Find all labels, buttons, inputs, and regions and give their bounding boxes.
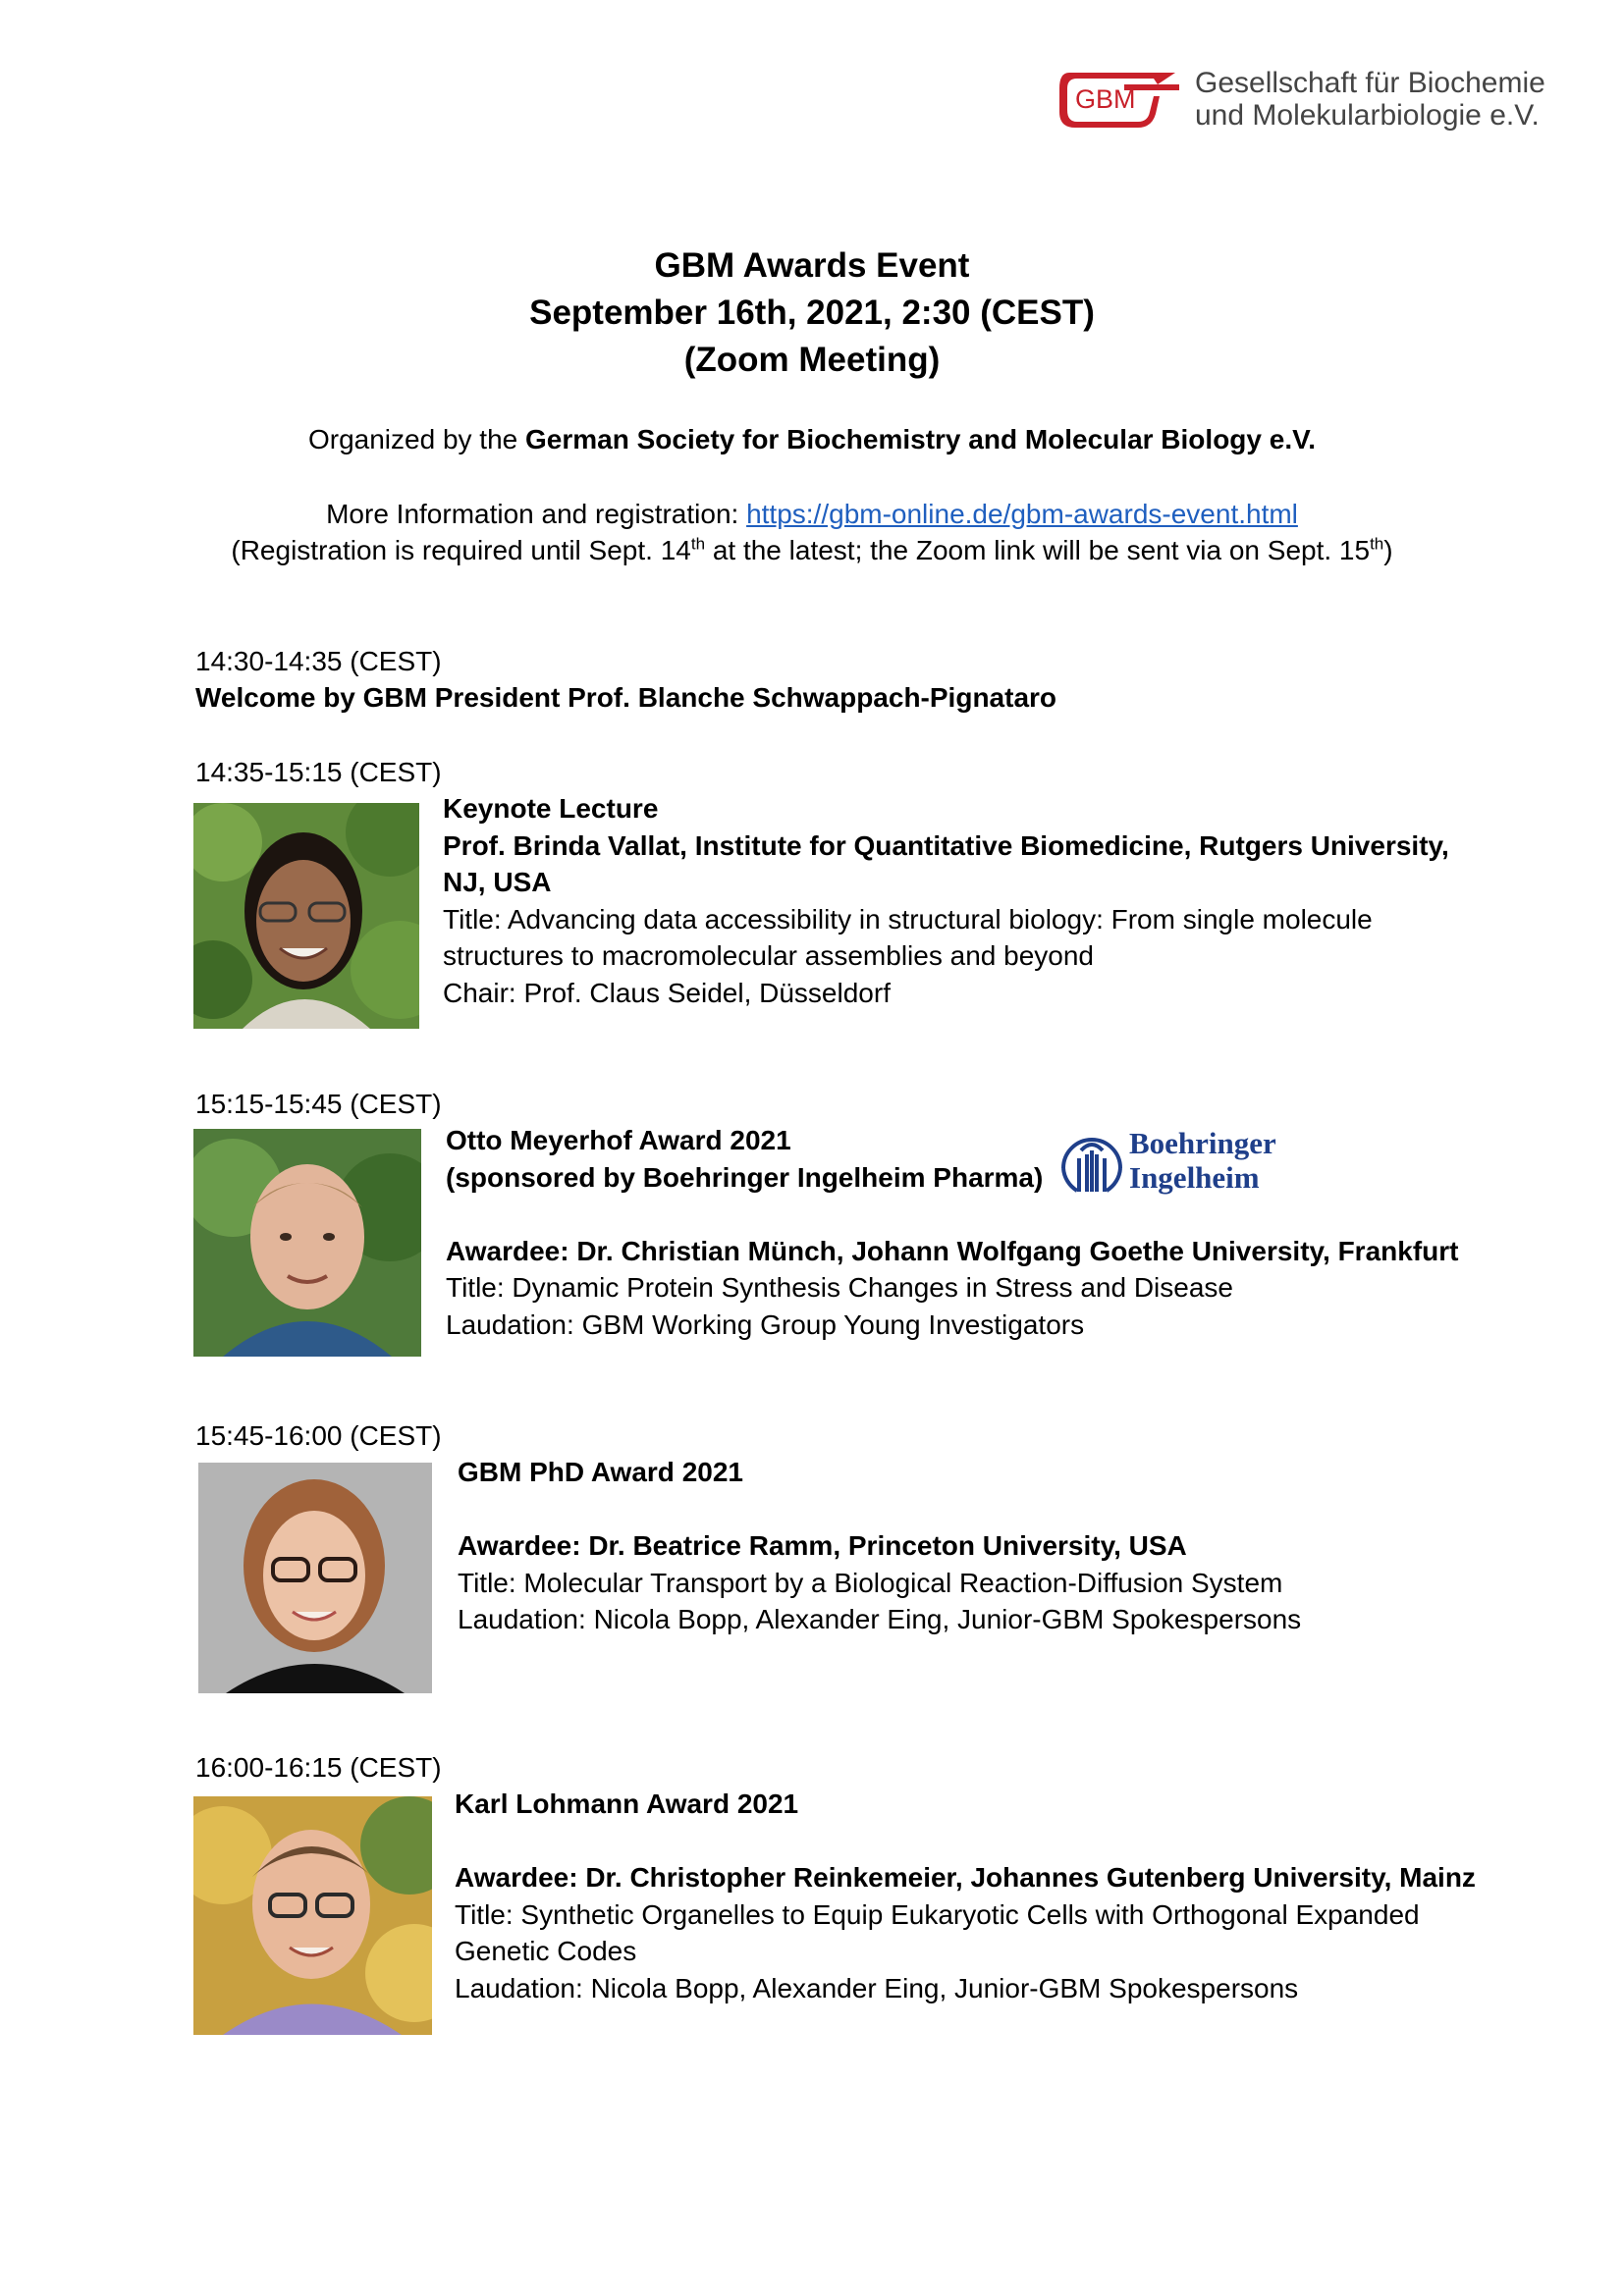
registration-note [0, 532, 1624, 569]
boehringer-wordmark [1129, 1126, 1276, 1195]
program-time-phd: 15:45-16:00 (CEST) [195, 1420, 442, 1451]
organized-by [0, 421, 1624, 458]
lohmann-title-line1: Title: Synthetic Organelles to Equip Eukaryotic Cells with Orthogonal Expanded [455, 1898, 1420, 1930]
gbm-name-line1: Gesellschaft für Biochemie [1195, 67, 1545, 99]
registration-link[interactable]: https://gbm-online.de/gbm-awards-event.html [746, 499, 1298, 529]
phd-laudation: Laudation: Nicola Bopp, Alexander Eing, Junior-GBM Spokespersons [458, 1604, 1302, 1634]
keynote-block [443, 790, 1523, 1011]
phd-heading: GBM PhD Award 2021 [458, 1457, 743, 1487]
organized-org: German Society for Biochemistry and Molecular Biology e.V. [525, 424, 1316, 454]
organized-prefix: Organized by the [307, 424, 526, 454]
boehringer-logo-mark [1057, 1129, 1126, 1198]
keynote-heading: Keynote Lecture [443, 793, 659, 824]
program-heading-welcome: Welcome by GBM President Prof. Blanche Schwappach-Pignataro [195, 682, 1057, 713]
keynote-speaker-line1: Prof. Brinda Vallat, Institute for Quantitative Biomedicine, Rutgers University, [443, 829, 1449, 861]
speaker-photo-vallat [193, 803, 419, 1029]
info-line [0, 496, 1624, 533]
phd-block [458, 1454, 1538, 1638]
meyerhof-title: Title: Dynamic Protein Synthesis Changes in Stress and Disease [446, 1272, 1233, 1303]
keynote-speaker-line2: NJ, USA [443, 867, 552, 897]
lohmann-title-line2: Genetic Codes [455, 1936, 637, 1966]
reg-sup1: th [690, 534, 706, 554]
boehringer-line2: Ingelheim [1129, 1160, 1260, 1195]
lohmann-heading: Karl Lohmann Award 2021 [455, 1789, 799, 1819]
gbm-name-line2: und Molekularbiologie e.V. [1195, 99, 1540, 132]
program-time-welcome: 14:30-14:35 (CEST) [195, 646, 442, 676]
meyerhof-block [446, 1122, 1526, 1343]
page-title-line1: GBM Awards Event [654, 246, 970, 285]
meyerhof-heading: Otto Meyerhof Award 2021 [446, 1125, 791, 1155]
reg-sup2: th [1370, 534, 1384, 554]
boehringer-line1: Boehringer [1129, 1126, 1276, 1160]
awardee-photo-ramm [198, 1463, 432, 1693]
lohmann-block [455, 1786, 1584, 2006]
phd-title: Title: Molecular Transport by a Biological Reaction-Diffusion System [458, 1567, 1283, 1598]
gbm-logo [1056, 67, 1183, 132]
meyerhof-sponsor: (sponsored by Boehringer Ingelheim Pharma) [446, 1161, 1044, 1193]
program-time-meyerhof: 15:15-15:45 (CEST) [195, 1089, 442, 1119]
program-time-lohmann: 16:00-16:15 (CEST) [195, 1752, 442, 1783]
gbm-logo-badge: GBM [1075, 84, 1136, 114]
reg-part2: at the latest; the Zoom link will be sent via on Sept. 15 [705, 535, 1371, 565]
reg-part3: ) [1383, 535, 1393, 565]
awardee-photo-reinkemeier [193, 1796, 432, 2035]
page-title-line2: September 16th, 2021, 2:30 (CEST) [529, 294, 1095, 332]
gbm-logo-name [1195, 67, 1545, 132]
page-title-line3: (Zoom Meeting) [683, 341, 941, 379]
program-time-keynote: 14:35-15:15 (CEST) [195, 757, 442, 787]
meyerhof-awardee: Awardee: Dr. Christian Münch, Johann Wolfgang Goethe University, Frankfurt [446, 1235, 1459, 1266]
meyerhof-laudation: Laudation: GBM Working Group Young Investigators [446, 1308, 1085, 1340]
reg-part1: (Registration is required until Sept. 14 [231, 535, 691, 565]
phd-awardee: Awardee: Dr. Beatrice Ramm, Princeton University, USA [458, 1530, 1187, 1561]
keynote-chair: Chair: Prof. Claus Seidel, Düsseldorf [443, 977, 891, 1008]
awardee-photo-muench [193, 1129, 421, 1357]
lohmann-awardee: Awardee: Dr. Christopher Reinkemeier, Johannes Gutenberg University, Mainz [455, 1862, 1476, 1893]
keynote-title-line2: structures to macromolecular assemblies and beyond [443, 940, 1094, 971]
lohmann-laudation: Laudation: Nicola Bopp, Alexander Eing, Junior-GBM Spokespersons [455, 1972, 1299, 2003]
info-prefix: More Information and registration: [326, 499, 747, 529]
keynote-title-line1: Title: Advancing data accessibility in structural biology: From single molecule [443, 903, 1373, 934]
